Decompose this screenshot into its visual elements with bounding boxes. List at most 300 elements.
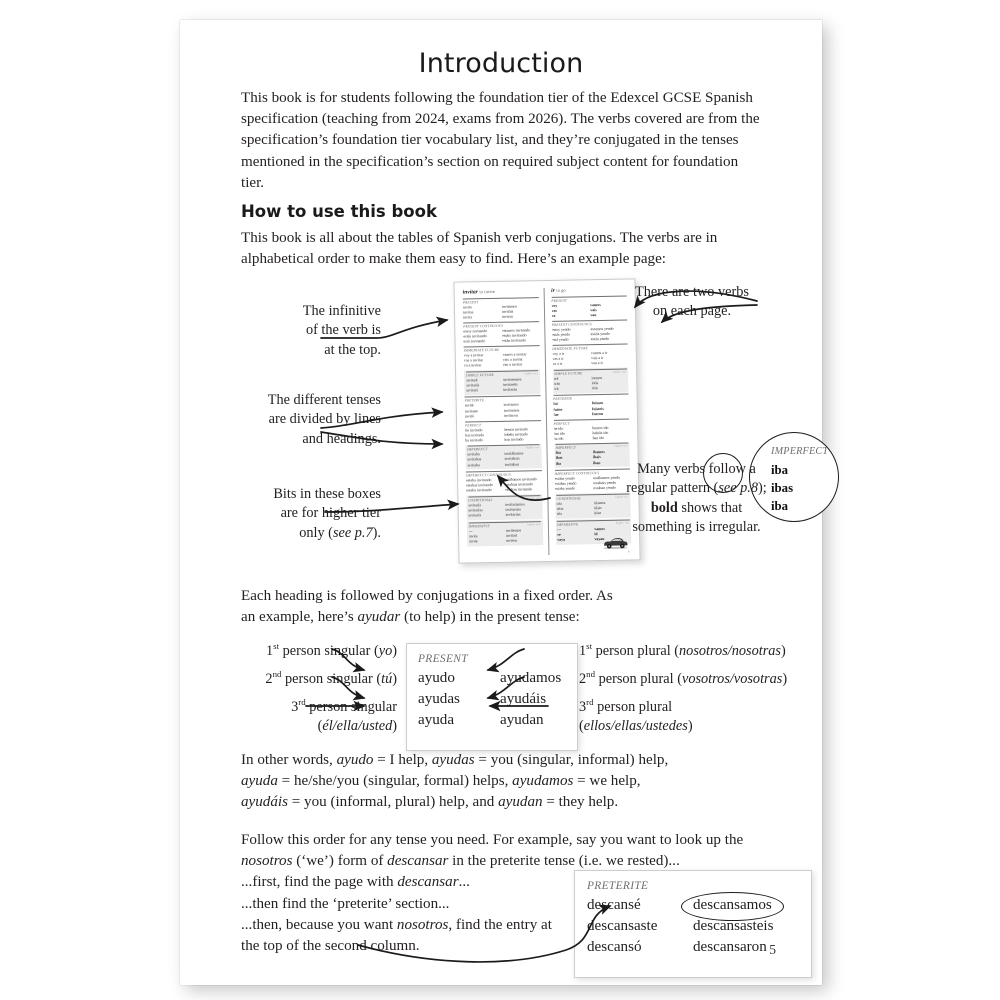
label-1pl-mid: person plural (: [592, 643, 680, 659]
iow-l1c: = you (singular, informal) help,: [474, 752, 669, 768]
example-cell: iban: [592, 460, 601, 465]
iow-l1-verb1: ayudo: [336, 752, 374, 768]
example-section: [553, 368, 629, 394]
callout-infinitive-line2: of the verb is: [305, 322, 381, 339]
example-cell: id: [594, 532, 598, 537]
example-cell: fue: [553, 412, 559, 417]
example-section-tier-tag: higher tier: [526, 496, 541, 501]
example-cell: iba: [555, 461, 562, 466]
example-section-tier-tag: higher tier: [614, 444, 629, 448]
example-section-heading-text: PRETERITE: [464, 398, 484, 403]
callout-boxes-line2: are for higher tier: [280, 505, 381, 522]
example-verb-title-left: [463, 288, 539, 295]
example-section-rows: [552, 350, 628, 367]
example-cell: he invitado: [465, 427, 483, 433]
example-cell: íbamos: [592, 450, 605, 455]
label-1sg-post: ): [392, 643, 397, 659]
example-cell: estaba yendo: [554, 476, 575, 481]
example-cell: invita: [463, 315, 472, 320]
example-verb-name-right: ir: [551, 287, 555, 294]
example-cell: estabais yendo: [593, 480, 617, 486]
example-cell: invitábamos: [504, 451, 524, 457]
example-cell: iréis: [591, 380, 599, 385]
example-cell: estabas invitando: [466, 483, 494, 488]
example-cell: invitabas: [467, 457, 482, 462]
magnifier-form-2: ibas: [771, 481, 794, 495]
label-1st-person-plural: [579, 642, 809, 661]
example-section-heading-text: IMPERATIVE: [468, 523, 490, 529]
example-cell: ibas: [555, 456, 563, 461]
callout-boxes-line3: [221, 524, 381, 543]
present-tense-grid: [418, 668, 566, 731]
example-section: [553, 394, 629, 418]
example-cell: iría: [556, 511, 562, 516]
highlight-ellipse-descansamos: [681, 892, 784, 921]
label-2sg-pronoun: tú: [381, 671, 393, 687]
example-cell: invitarán: [503, 387, 518, 392]
document-page-wrapper: [180, 20, 829, 985]
example-verb-gloss-right: to go: [556, 287, 566, 293]
example-row: [467, 462, 540, 469]
example-cell: vayan: [594, 537, 605, 542]
present-cell: ayuda: [418, 712, 455, 728]
example-cell: irás: [554, 381, 560, 386]
label-1sg-ord: st: [273, 641, 280, 652]
example-cell: ha ido: [553, 436, 564, 441]
label-3sg-paren-open: (: [317, 718, 323, 735]
example-verb-name-left: invitar: [462, 289, 479, 296]
in-other-words-paragraph: [241, 750, 761, 814]
example-cell: invitaría: [467, 502, 482, 508]
example-cell: irían: [593, 511, 602, 516]
example-row: [554, 386, 627, 393]
example-section: [467, 520, 543, 546]
present-cell: ayudo: [418, 670, 455, 686]
document-page: [180, 20, 829, 985]
iow-l3-verb1: ayudáis: [241, 794, 288, 811]
example-row: [464, 362, 540, 369]
callout-tenses-line1: The different tenses: [267, 392, 381, 408]
callout-regular-ref: see p.8: [718, 480, 759, 497]
present-cell: ayudan: [500, 712, 544, 728]
example-cell: vais: [590, 307, 597, 312]
example-section-tier-tag: higher tier: [615, 521, 630, 525]
example-section-heading-text: CONDITIONAL: [556, 496, 582, 501]
example-cell: vas a invitar: [463, 358, 483, 363]
example-sections-left: [463, 297, 543, 547]
example-verb-gloss-left: to invite: [479, 288, 495, 295]
preterite-cell: descansaste: [587, 918, 658, 934]
example-cell: invitamos: [503, 402, 519, 408]
callout-regular-bold: bold: [650, 499, 678, 516]
iow-l2-verb1: ayuda: [241, 773, 278, 790]
example-row: [463, 338, 539, 345]
example-cell: habéis ido: [592, 430, 609, 435]
example-section-heading-text: PRESENT CONTINUOUS: [551, 321, 592, 327]
example-cell: vamos a ir: [590, 350, 608, 356]
example-cell: invitasteis: [503, 408, 520, 413]
how-to-use-heading: How to use this book: [241, 202, 437, 221]
example-section-heading-text: PRESENT: [551, 298, 567, 303]
label-3pl-paren-close: ): [687, 718, 693, 735]
example-section-rows: [552, 326, 628, 343]
example-section: [466, 494, 542, 520]
example-section-tier-tag: higher tier: [615, 495, 629, 499]
fo-l3-verb: descansar: [397, 874, 459, 891]
page-title: Introduction: [418, 48, 584, 79]
example-cell: invitáis: [501, 309, 514, 314]
callout-two-verbs-line1: There are two verbs: [635, 284, 749, 300]
preterite-cell: descansamos: [693, 897, 772, 913]
example-section-rows: [553, 401, 629, 418]
example-cell: vamos: [590, 302, 601, 307]
label-3pl-paren-open: (: [579, 718, 584, 735]
order-lead-post: (to help) in the present tense:: [400, 609, 580, 626]
iow-l1a: In other words,: [241, 752, 337, 768]
car-illustration: [601, 536, 629, 551]
example-cell: has invitado: [465, 432, 485, 438]
example-section-rows: [554, 375, 627, 392]
callout-infinitive: [241, 302, 381, 360]
example-section-heading-text: PRESENT: [462, 299, 479, 305]
example-row: [552, 361, 628, 368]
example-cell: va: [551, 313, 556, 318]
example-section-heading-text: IMPERFECT: [555, 445, 576, 451]
label-1sg-pronoun: yo: [378, 643, 393, 659]
example-section-heading-text: IMMEDIATE FUTURE: [463, 347, 500, 353]
example-cell: irías: [556, 506, 564, 511]
example-cell: han invitado: [504, 437, 524, 442]
example-cell: estoy yendo: [551, 327, 571, 332]
example-cell: invitaban: [504, 462, 520, 467]
example-cell: estás invitando: [463, 333, 487, 339]
callout-boxes-ref: see p.7: [332, 524, 373, 541]
iow-l2b: = we help,: [573, 773, 641, 790]
fo-l5b: , find the entry at: [448, 916, 552, 933]
example-section-rows: [466, 477, 542, 494]
example-cell: invitarás: [465, 383, 480, 388]
present-tense-heading: PRESENT: [418, 653, 468, 665]
example-cell: estaban invitando: [504, 487, 533, 493]
example-cell: hemos invitado: [503, 426, 528, 432]
example-cell: iremos: [591, 375, 603, 380]
example-cell: van a invitar: [502, 362, 523, 368]
example-cell: estaba invitando: [466, 477, 492, 483]
present-cell: ayudáis: [500, 691, 547, 707]
example-row: [466, 487, 542, 494]
order-lead-paragraph: [241, 586, 741, 628]
example-section-rows: [465, 402, 541, 419]
example-section-heading-text: IMMEDIATE FUTURE: [552, 346, 588, 351]
fo-l4: ...then find the ‘preterite’ section...: [241, 895, 450, 912]
example-cell: fuimos: [591, 401, 604, 406]
callout-boxes-pre: only (: [299, 524, 333, 541]
callout-two-verbs-line2: on each page.: [652, 303, 732, 320]
label-3pl-line1: [579, 698, 809, 717]
example-cell: están yendo: [590, 336, 610, 342]
example-cell: invito: [462, 304, 473, 310]
example-cell: iba: [555, 450, 561, 456]
example-section: [552, 343, 628, 367]
callout-infinitive-line1: The infinitive: [302, 303, 381, 319]
example-cell: fuisteis: [591, 406, 604, 411]
example-cell: estaba yendo: [554, 486, 575, 492]
label-3sg-ord: rd: [298, 697, 306, 708]
example-cell: vas a ir: [552, 356, 564, 362]
example-row: [553, 411, 629, 418]
iow-l1-verb2: ayudas: [431, 752, 475, 768]
iow-l2-verb2: ayudamos: [512, 773, 574, 790]
example-section-tier-tag: higher tier: [527, 522, 541, 527]
example-cell: —: [468, 529, 473, 534]
example-section-rows: [463, 304, 539, 321]
example-section-rows: [465, 427, 541, 444]
example-cell: invitaremos: [502, 377, 522, 382]
callout-two-verbs: [596, 283, 788, 322]
label-3pl-num: 3: [579, 699, 587, 715]
callout-regular-line4: something is irregular.: [632, 519, 761, 536]
example-page-number: 6: [627, 549, 630, 554]
example-cell: están invitando: [502, 338, 526, 343]
example-cell: estabas yendo: [554, 481, 577, 486]
example-cell: invité: [464, 403, 474, 408]
example-cell: invitaréis: [503, 382, 518, 387]
example-section-heading-text: IMPERFECT CONTINUOUS: [465, 472, 511, 478]
label-2pl-num: 2: [579, 671, 587, 687]
label-1pl-pronoun: nosotros/nosotras: [679, 643, 781, 659]
callout-boxes-post: ).: [372, 524, 381, 541]
iow-l3-verb2: ayudan: [498, 794, 543, 811]
callout-higher-tier-boxes: [221, 485, 381, 543]
example-row: [469, 538, 542, 545]
example-section-heading-text: IMPERFECT: [466, 447, 488, 452]
example-cell: estaban yendo: [593, 486, 616, 491]
callout-regular-rest: shows that: [677, 499, 743, 516]
example-cell: invita: [468, 534, 478, 539]
example-cell: va a invitar: [463, 363, 482, 368]
fo-l1: Follow this order for any tense you need. For example, say you want to look up the: [241, 832, 744, 848]
example-cell: invitaré: [465, 377, 478, 383]
example-cell: vais a ir: [591, 356, 604, 361]
example-row: [465, 413, 541, 420]
callout-boxes-line1: Bits in these boxes: [273, 486, 381, 502]
example-cell: ibais: [592, 455, 601, 460]
order-lead-line1: Each heading is followed by conjugations in a fixed order. As: [241, 588, 613, 604]
example-row: [552, 337, 628, 344]
example-cell: invitabais: [504, 456, 520, 462]
callout-regular-pattern: [604, 460, 789, 538]
callout-tenses-line3: and headings.: [302, 430, 381, 447]
example-section: [464, 369, 540, 395]
example-cell: fueron: [592, 411, 604, 416]
example-section-tier-tag: higher tier: [525, 446, 540, 450]
example-row: [554, 435, 630, 442]
iow-l1b: = I help,: [373, 752, 432, 768]
example-cell: vamos: [594, 526, 605, 531]
callout-regular-line1: Many verbs follow a: [637, 461, 756, 477]
example-row: [466, 387, 539, 394]
example-section-heading-text: PERFECT: [465, 422, 482, 428]
fo-l5a: ...then, because you want: [241, 916, 397, 933]
example-cell: invitaste: [464, 408, 479, 414]
example-cell: va a ir: [552, 362, 563, 367]
preterite-cell: descansó: [587, 939, 642, 955]
example-cell: estabais invitando: [504, 482, 533, 487]
label-2pl-ord: nd: [586, 669, 596, 680]
label-2sg-num: 2: [265, 671, 273, 687]
example-section-heading-text: SIMPLE FUTURE: [465, 372, 494, 378]
example-section-tier-tag: higher tier: [613, 370, 627, 374]
label-2pl-mid: person plural (: [595, 671, 682, 687]
example-row: [468, 512, 541, 519]
how-to-paragraph: This book is all about the tables of Spanish verb conjugations. The verbs are in alphabetical order to make them easy to find. Here’s an example page:: [241, 230, 718, 268]
label-1pl-num: 1: [579, 643, 587, 659]
example-section: [463, 321, 539, 345]
example-cell: —: [556, 527, 561, 532]
example-section-heading-text: PERFECT: [553, 421, 570, 426]
label-3sg-num: 3: [291, 699, 299, 715]
example-row: [463, 314, 539, 321]
label-1pl-post: ): [781, 643, 786, 659]
label-1pl-ord: st: [586, 641, 593, 652]
example-cell: ve: [557, 532, 561, 537]
example-section-rows: [554, 425, 630, 442]
example-cell: irán: [591, 386, 598, 391]
preterite-tense-box: [574, 870, 812, 978]
label-1sg-mid: person singular (: [279, 643, 379, 659]
example-section-rows: [467, 451, 540, 468]
example-section-rows: [464, 352, 540, 369]
label-2sg-mid: person singular (: [281, 671, 382, 687]
example-section: [464, 345, 540, 369]
example-cell: invitaríais: [505, 507, 521, 512]
label-3rd-person-plural: [579, 698, 809, 737]
example-section-rows: [466, 377, 539, 394]
example-cell: estáis yendo: [590, 331, 610, 337]
label-3rd-person-singular: [197, 698, 397, 737]
intro-paragraph: This book is for students following the foundation tier of the Edexcel GCSE Spanish specification (teaching from 2024, exams from 2026). The verbs covered are from the specification’s foundation tier vocabulary list, and they’re conjugated in the tenses mentioned in the specification’s section on required subject content for foundation tier.: [241, 90, 760, 191]
example-cell: estábamos yendo: [593, 475, 621, 481]
example-row: [465, 437, 541, 444]
example-cell: estoy invitando: [463, 328, 488, 334]
label-2nd-person-singular: [197, 670, 397, 689]
example-section-heading-text: PRETERITE: [553, 396, 573, 402]
example-section-rows: [463, 328, 539, 345]
present-tense-box: [406, 643, 578, 751]
label-3sg-line1: [197, 698, 397, 717]
example-cell: han ido: [592, 435, 605, 441]
preterite-cell: descansé: [587, 897, 641, 913]
label-3pl-ord: rd: [586, 697, 594, 708]
label-3sg-line2: [197, 717, 397, 736]
example-cell: vais a invitar: [502, 357, 523, 362]
example-cell: invitemos: [505, 528, 522, 533]
example-section-heading-text: IMPERATIVE: [556, 522, 579, 527]
example-cell: voy: [551, 303, 558, 308]
callout-regular-post: );: [758, 480, 767, 497]
preterite-tense-heading: PRETERITE: [587, 880, 649, 892]
example-cell: iríais: [593, 505, 602, 510]
example-cell: invitan: [501, 314, 513, 319]
present-cell: ayudas: [418, 691, 460, 707]
fo-l6: the top of the second column.: [241, 938, 420, 955]
page-number: 5: [769, 942, 776, 957]
label-2pl-pronoun: vosotros/vosotras: [681, 671, 783, 687]
example-cell: invitarías: [468, 508, 483, 513]
example-cell: está invitando: [463, 339, 486, 344]
preterite-cell: descansaron: [693, 939, 767, 955]
example-cell: estás yendo: [551, 332, 571, 337]
example-cell: estáis invitando: [502, 333, 527, 338]
example-cell: irá: [554, 386, 559, 391]
example-cell: voy a invitar: [463, 353, 484, 358]
fo-l3a: ...first, find the page with: [241, 874, 398, 891]
magnifier-form-3: iba: [771, 499, 789, 513]
example-section: [465, 444, 541, 470]
example-cell: voy a ir: [552, 351, 565, 356]
example-cell: vaya: [557, 537, 566, 543]
example-section: [465, 420, 541, 444]
example-cell: está yendo: [551, 337, 569, 343]
example-cell: inviten: [505, 538, 517, 544]
label-1st-person-singular: [197, 642, 397, 661]
label-1sg-num: 1: [265, 643, 274, 659]
example-section: [463, 297, 539, 321]
fo-l2b: in the preterite tense (i.e. we rested)...: [448, 853, 680, 870]
example-cell: estamos invitando: [502, 327, 531, 333]
example-section: [553, 418, 629, 442]
fo-l2a: (‘we’) form of: [292, 853, 388, 870]
example-section-rows: [468, 528, 541, 545]
label-2sg-post: ): [392, 671, 397, 687]
magnifier-heading: IMPERFECT: [771, 446, 829, 457]
preterite-cell: descansasteis: [693, 918, 774, 934]
example-cell: invitó: [464, 414, 475, 419]
example-cell: fui: [553, 402, 558, 407]
example-cell: estaba invitando: [466, 488, 492, 493]
callout-infinitive-line3: at the top.: [324, 341, 381, 358]
example-cell: invitará: [465, 388, 478, 393]
fo-l2-pronoun: nosotros: [241, 853, 293, 870]
example-cell: he ido: [553, 426, 564, 431]
example-section-rows: [468, 502, 541, 519]
order-lead-pre: an example, here’s: [241, 609, 358, 626]
example-cell: invitad: [505, 533, 517, 538]
iow-l3a: = you (informal, plural) help, and: [287, 794, 499, 811]
example-cell: has ido: [553, 431, 565, 436]
callout-tenses: [189, 391, 381, 449]
example-cell: invitaría: [468, 513, 482, 518]
example-cell: invite: [468, 539, 478, 544]
example-cell: estamos yendo: [590, 326, 614, 331]
example-section: [465, 395, 541, 419]
label-2sg-ord: nd: [272, 669, 282, 680]
example-cell: invitaron: [503, 413, 518, 418]
iow-l2a: = he/she/you (singular, formal) helps,: [277, 773, 513, 790]
example-section: [552, 319, 628, 343]
example-cell: invitaríamos: [505, 502, 525, 507]
example-cell: iríamos: [593, 500, 606, 505]
example-section-heading-text: SIMPLE FUTURE: [554, 370, 583, 376]
example-cell: iré: [554, 376, 559, 381]
example-cell: habéis invitado: [503, 432, 528, 437]
fo-l5-pronoun: nosotros: [396, 916, 449, 933]
magnifier-form-1: iba: [771, 463, 789, 477]
example-cell: invitamos: [501, 304, 518, 309]
example-cell: vas: [551, 308, 557, 313]
callout-tenses-line2: are divided by lines: [268, 411, 381, 428]
label-3sg-mid: person singular: [305, 699, 397, 715]
